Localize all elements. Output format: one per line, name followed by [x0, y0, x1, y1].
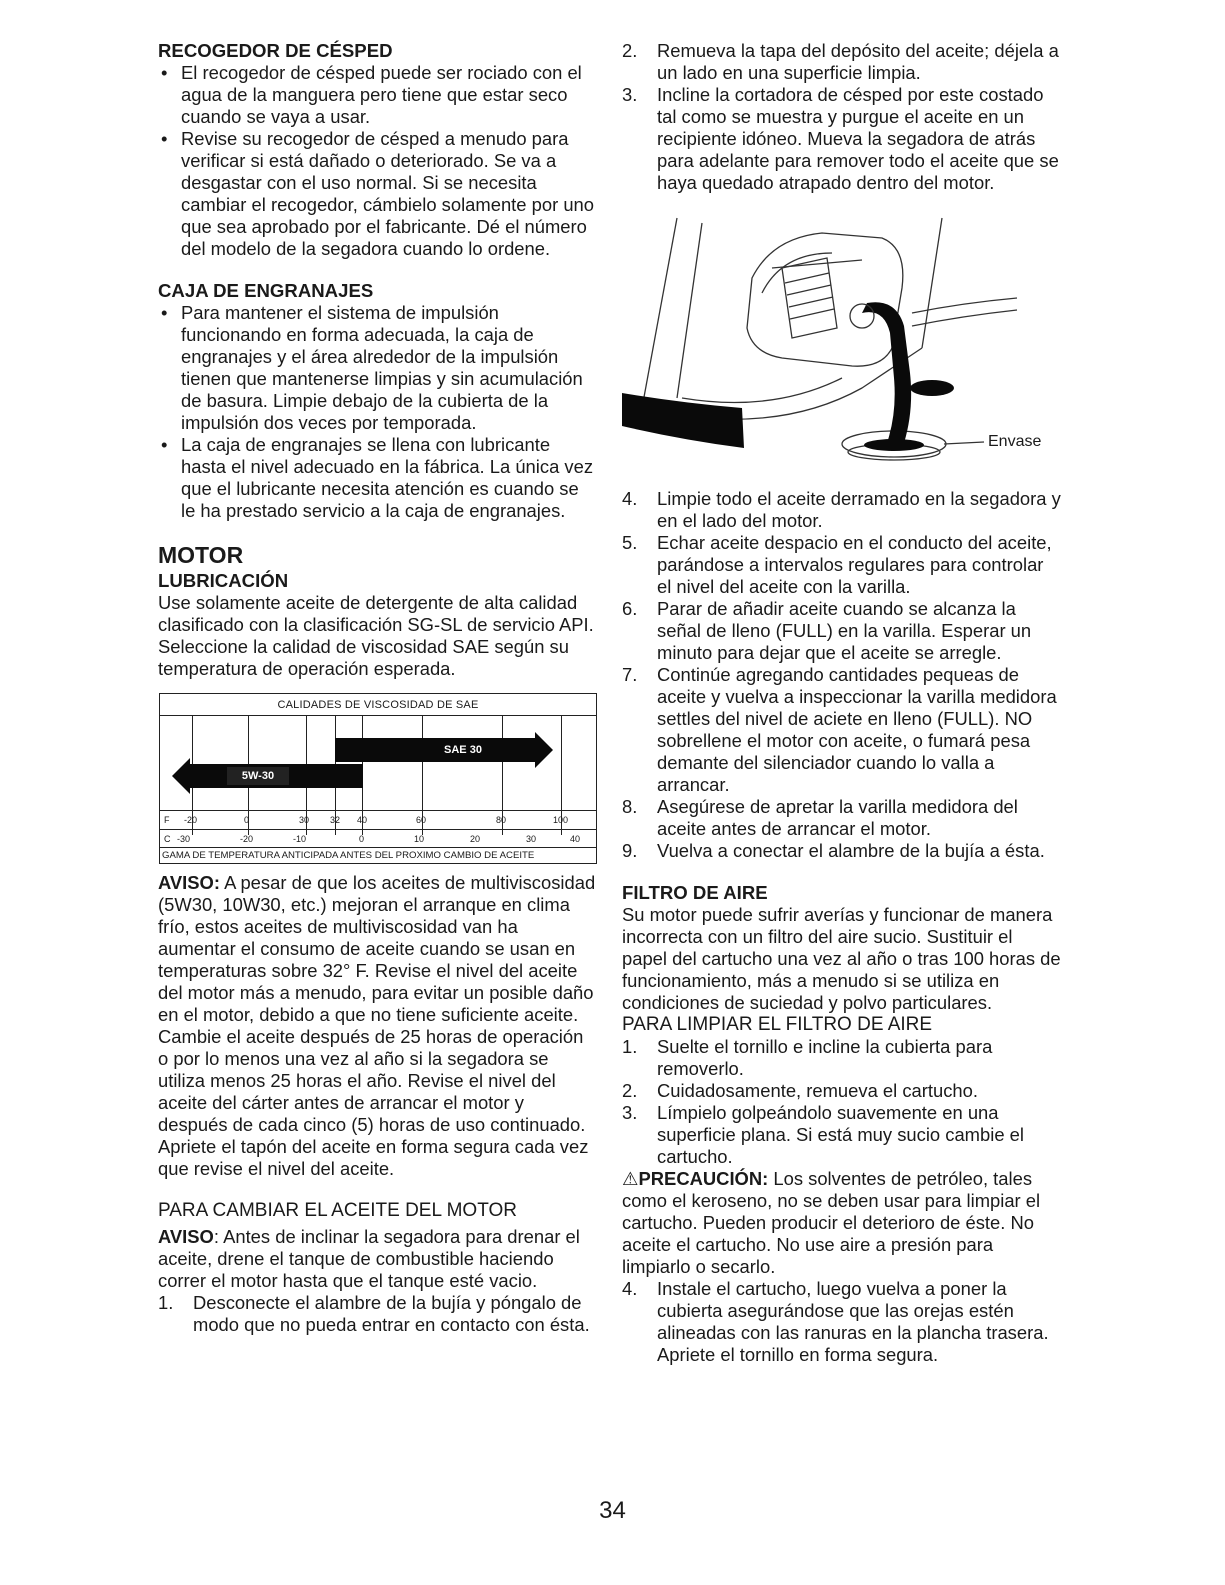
list-item: 2. Remueva la tapa del depósito del aceite; déjela a un lado en una superficie limpia.	[622, 40, 1059, 83]
section-title-motor: MOTOR	[158, 542, 244, 568]
section-title-cambiar-aceite: PARA CAMBIAR EL ACEITE DEL MOTOR	[158, 1200, 517, 1221]
section-title-lubricacion: LUBRICACIÓN	[158, 570, 289, 591]
list-item: 1. Suelte el tornillo e incline la cubierta para removerlo.	[622, 1036, 993, 1079]
list-item: • Para mantener el sistema de impulsión funcionando en forma adecuada, la caja de engranajes y el área alrededor de la impulsión tienen que mantenerse limpias y sin acumulación de basura. Limpie debajo de la cubierta de la impulsión dos veces por temporada.	[158, 302, 598, 434]
list-item: 5. Echar aceite despacio en el conducto del aceite, parándose a intervalos regulares para controlar el nivel del aceite con la varilla.	[622, 532, 1052, 597]
warning-triangle-icon: ⚠	[622, 1168, 639, 1189]
recogedor-bullets	[158, 62, 598, 260]
filtro-steps	[622, 1036, 1062, 1168]
cambiar-steps	[158, 1292, 598, 1336]
bar-label-sae30: SAE 30	[444, 744, 482, 756]
c-axis-label: C	[164, 834, 171, 844]
refill-steps	[622, 488, 1062, 862]
oil-drain-illustration	[622, 198, 1062, 488]
viscosity-chart	[159, 693, 597, 864]
list-item: 6. Parar de añadir aceite cuando se alcanza la señal de lleno (FULL) en la varilla. Esperar un minuto para dejar que el aceite se arregle.	[622, 598, 1032, 663]
section-title-filtro: FILTRO DE AIRE	[622, 882, 768, 903]
tick-label: 30	[526, 834, 537, 844]
list-item: 1. Desconecte el alambre de la bujía y póngalo de modo que no pueda entrar en contacto con ésta.	[158, 1292, 590, 1335]
tick-label: 0	[359, 834, 365, 844]
right-column	[622, 40, 1062, 1366]
tick-label: -10	[293, 834, 307, 844]
precaucion-paragraph	[622, 1168, 1062, 1278]
list-item: 3. Límpielo golpeándolo suavemente en una superficie plana. Si está muy sucio cambie el cartucho.	[622, 1102, 1024, 1167]
tick-label: 20	[470, 834, 481, 844]
list-item: 4. Instale el cartucho, luego vuelva a poner la cubierta asegurándose que las orejas estén alineadas con las ranuras en la plancha trasera. Apriete el tornillo en forma segura.	[622, 1278, 1049, 1365]
tick-label: 40	[357, 815, 368, 825]
aviso-text: A pesar de que los aceites de multiviscosidad (5W30, 10W30, etc.) mejoran el arranque en clima frío, estos aceites de multiviscosidad van ha aumentar el consumo de aceite cuando se usan en temperaturas sobre 32° F. Revise el nivel del aceite del motor más a menudo, para evitar un posible daño en el motor, debido a que no tiene suficiente aceite. Cambie el aceite después de 25 horas de operación o por lo menos una vez al año si la segadora se utiliza menos 25 horas el año. Revise el nivel del aceite del cárter antes de arrancar el motor y después de cada cinco (5) horas de uso continuado. Apriete el tapón del aceite en forma segura cada vez que revise el nivel del aceite.	[158, 872, 596, 1179]
bar-label-5w30: 5W-30	[227, 767, 289, 785]
cambiar-steps-continued	[622, 40, 1062, 194]
list-item: 9. Vuelva a conectar el alambre de la bujía a ésta.	[622, 840, 1045, 861]
figure-label-envase: Envase	[988, 433, 1042, 450]
aviso2-paragraph	[158, 1226, 598, 1292]
page-number: 34	[599, 1497, 626, 1524]
filtro-steps-continued	[622, 1278, 1062, 1366]
caja-bullets	[158, 302, 598, 522]
list-item: 2. Cuidadosamente, remueva el cartucho.	[622, 1080, 978, 1101]
aviso2-lead: AVISO	[158, 1226, 214, 1247]
list-item: 8. Asegúrese de apretar la varilla medidora del aceite antes de arrancar el motor.	[622, 796, 1018, 839]
tick-label: 10	[414, 834, 425, 844]
f-axis-label: F	[164, 815, 170, 825]
section-title-limpiar-filtro: PARA LIMPIAR EL FILTRO DE AIRE	[622, 1014, 933, 1035]
aviso2-text: : Antes de inclinar la segadora para drenar el aceite, drene el tanque de combustible haciendo correr el motor hasta que el tanque esté vacio.	[158, 1226, 580, 1291]
precaucion-text: Los solventes de petróleo, tales como el keroseno, no se deben usar para limpiar el cartucho. Pueden producir el deterioro de éste. No aceite el cartucho. No use aire a presión para limpiarlo o secarlo.	[622, 1168, 1041, 1277]
list-item: • El recogedor de césped puede ser rociado con el agua de la manguera pero tiene que estar seco cuando se vaya a usar.	[158, 62, 598, 128]
precaucion-lead: PRECAUCIÓN:	[638, 1168, 769, 1189]
lubricacion-text: Use solamente aceite de detergente de alta calidad clasificado con la clasificación SG-SL de servicio API. Seleccione la calidad de viscosidad SAE según su temperatura de operación esperada.	[158, 592, 594, 679]
tick-label: -20	[184, 815, 198, 825]
section-title-recogedor: RECOGEDOR DE CÉSPED	[158, 40, 393, 61]
left-column	[158, 40, 598, 1336]
viscosity-chart-title: CALIDADES DE VISCOSIDAD DE SAE	[277, 699, 479, 711]
viscosity-chart-footer: GAMA DE TEMPERATURA ANTICIPADA ANTES DEL PROXIMO CAMBIO DE ACEITE	[160, 847, 596, 863]
aviso-lead: AVISO:	[158, 872, 220, 893]
list-item: • Revise su recogedor de césped a menudo para verificar si está dañado o deteriorado. Se va a desgastar con el uso normal. Si se necesita cambiar el recogedor, cámbielo solamente por uno que sea aprobado por el fabricante. Dé el número del modelo de la segadora cuando lo ordene.	[158, 128, 598, 260]
tick-label: 100	[553, 815, 569, 825]
tick-label: -30	[177, 834, 191, 844]
tick-label: 30	[299, 815, 310, 825]
tick-label: 0	[244, 815, 250, 825]
list-item: 3. Incline la cortadora de césped por este costado tal como se muestra y purgue el aceite en un recipiente idóneo. Mueva la segadora de atrás para adelante para remover todo el aceite que se haya quedado atrapado dentro del motor.	[622, 84, 1059, 193]
tick-label: 32	[330, 815, 341, 825]
list-item: 4. Limpie todo el aceite derramado en la segadora y en el lado del motor.	[622, 488, 1061, 531]
tick-label: 40	[570, 834, 581, 844]
list-item: 7. Continúe agregando cantidades pequeas de aceite y vuelva a inspeccionar la varilla medidora settles del nivel de aciete en lleno (FULL). NO sobrellene el motor con aceite, o fumará pesa demante del silenciador cuando lo valla a arrancar.	[622, 664, 1057, 795]
tick-label: 80	[496, 815, 507, 825]
section-title-caja: CAJA DE ENGRANAJES	[158, 280, 374, 301]
tick-label: -20	[240, 834, 254, 844]
aviso-paragraph	[158, 872, 598, 1180]
tick-label: 60	[416, 815, 427, 825]
list-item: • La caja de engranajes se llena con lubricante hasta el nivel adecuado en la fábrica. La única vez que el lubricante necesita atención es cuando se le ha prestado servicio a la caja de engranajes.	[158, 434, 598, 522]
filtro-text: Su motor puede sufrir averías y funcionar de manera incorrecta con un filtro del aire sucio. Sustituir el papel del cartucho una vez al año o tras 100 horas de funcionamiento, más a menudo si se utiliza en condiciones de suciedad y polvo particulares.	[622, 904, 1061, 1013]
